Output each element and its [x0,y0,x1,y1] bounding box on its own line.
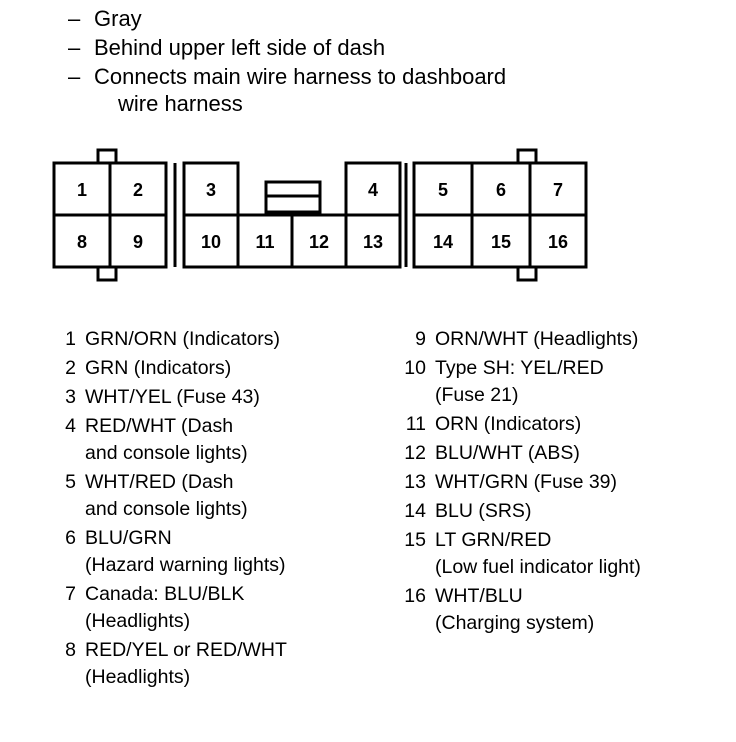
legend-row [50,525,287,579]
legend-wire-text: WHT/GRN (Fuse 39) [435,471,618,493]
legend-row [50,581,287,635]
legend-row [398,498,641,525]
legend-wire-text: (Headlights) [85,610,191,632]
pin-number: 10 [200,232,222,252]
pin-number: 16 [547,232,569,252]
legend-wire-text: WHT/BLU [435,585,523,607]
legend-pin-number: 10 [404,357,426,379]
legend-wire-text: RED/YEL or RED/WHT [85,639,287,661]
legend-row [50,355,287,382]
pin-number: 14 [432,232,454,252]
legend-pin-number: 12 [404,442,426,464]
bullet-text: Connects main wire harness to dashboard [94,64,507,89]
legend-wire-text: and console lights) [85,498,248,520]
legend-wire-text: GRN/ORN (Indicators) [85,328,281,350]
legend-row [398,469,641,496]
bullet-dash: – [68,35,81,60]
pin-number: 1 [76,180,88,200]
legend-pin-number: 15 [404,529,426,551]
pin-number: 3 [205,180,217,200]
bullet-continuation: wire harness [118,91,243,116]
connector-diagram [0,0,736,300]
legend-wire-text: (Headlights) [85,666,191,688]
legend-pin-number: 3 [65,386,76,408]
legend-wire-text: (Hazard warning lights) [85,554,286,576]
legend-wire-text: (Charging system) [435,612,595,634]
pin-number: 5 [437,180,449,200]
legend-wire-text: WHT/YEL (Fuse 43) [85,386,260,408]
bullet-text: Behind upper left side of dash [94,35,386,60]
legend-wire-text: Canada: BLU/BLK [85,583,245,605]
legend-pin-number: 1 [65,328,76,350]
legend-row [398,583,641,637]
pin-number: 4 [367,180,379,200]
bullet-dash: – [68,6,81,31]
legend-row [398,440,641,467]
legend-pin-number: 14 [404,500,426,522]
legend-wire-text: WHT/RED (Dash [85,471,234,493]
legend-wire-text: BLU/GRN [85,527,172,549]
legend-wire-text: (Fuse 21) [435,384,519,406]
pin-legend-left [50,326,287,693]
pin-number: 2 [132,180,144,200]
legend-wire-text: ORN (Indicators) [435,413,582,435]
legend-row [50,413,287,467]
pin-number: 15 [490,232,512,252]
legend-row [398,326,641,353]
legend-row [50,384,287,411]
pin-number: 7 [552,180,564,200]
pin-number: 11 [255,232,275,252]
legend-wire-text: GRN (Indicators) [85,357,232,379]
legend-pin-number: 16 [404,585,426,607]
pin-number: 6 [495,180,507,200]
legend-row [398,527,641,581]
legend-wire-text: Type SH: YEL/RED [435,357,604,379]
legend-pin-number: 4 [65,415,76,437]
pin-number: 8 [76,232,88,252]
legend-pin-number: 11 [405,413,426,435]
legend-row [398,355,641,409]
legend-pin-number: 5 [65,471,76,493]
legend-wire-text: ORN/WHT (Headlights) [435,328,639,350]
legend-row [50,326,287,353]
legend-row [50,469,287,523]
bullet-dash: – [68,64,81,89]
pin-number: 12 [308,232,330,252]
pin-number: 9 [132,232,144,252]
legend-wire-text: LT GRN/RED [435,529,552,551]
legend-pin-number: 6 [65,527,76,549]
legend-pin-number: 8 [65,639,76,661]
legend-wire-text: BLU/WHT (ABS) [435,442,580,464]
legend-row [50,637,287,691]
legend-pin-number: 13 [404,471,426,493]
pin-legend-right [398,326,641,639]
legend-pin-number: 7 [65,583,76,605]
legend-pin-number: 2 [65,357,76,379]
legend-wire-text: BLU (SRS) [435,500,532,522]
legend-wire-text: (Low fuel indicator light) [435,556,641,578]
legend-wire-text: and console lights) [85,442,248,464]
pin-number: 13 [362,232,384,252]
legend-wire-text: RED/WHT (Dash [85,415,234,437]
legend-row [398,411,641,438]
bullet-text: Gray [94,6,142,31]
legend-pin-number: 9 [415,328,426,350]
